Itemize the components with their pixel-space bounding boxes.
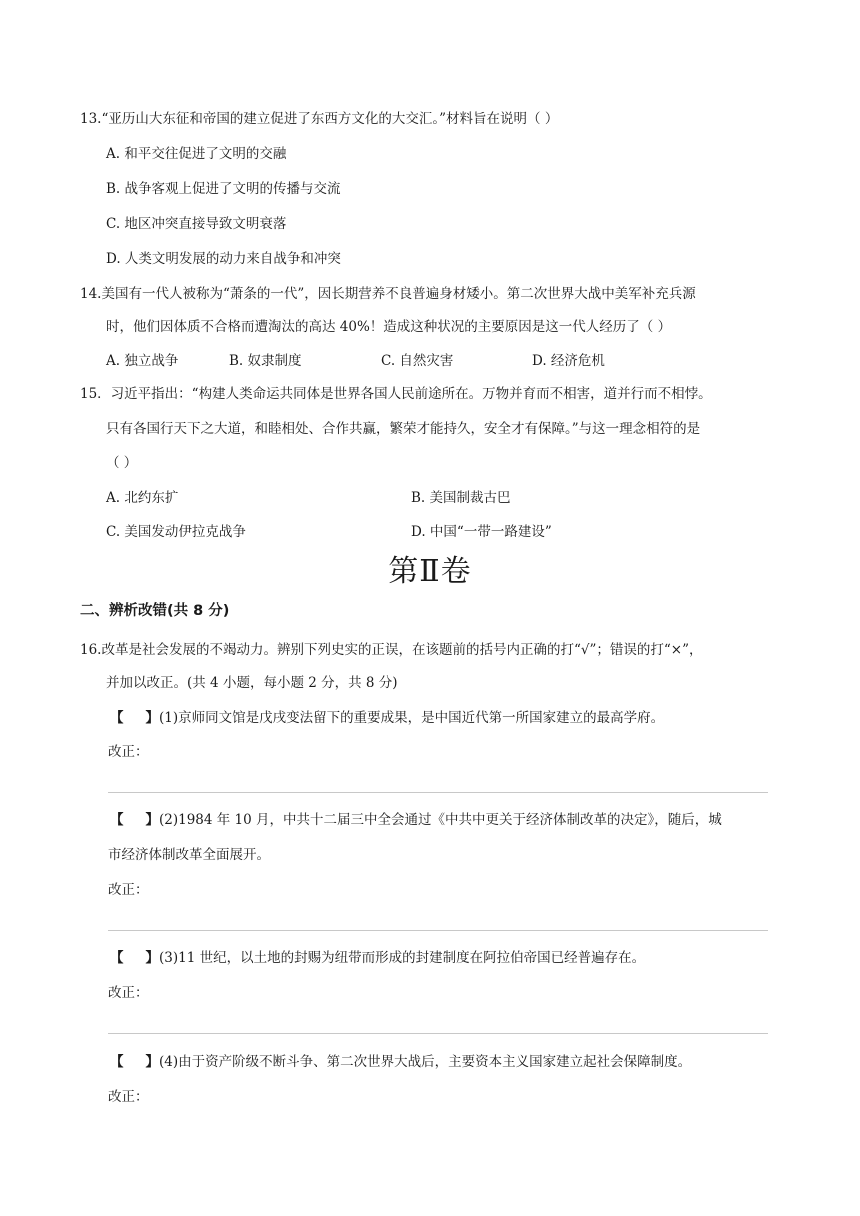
q16-item-2-answer-line[interactable]	[108, 930, 768, 931]
q16-item-4-text: (4)由于资产阶级不断斗争、第二次世界大战后，主要资本主义国家建立起社会保障制度。	[159, 1054, 692, 1070]
q14-stem-line1: 14.美国有一代人被称为“萧条的一代”，因长期营养不良普遍身材矮小。第二次世界大战中美军补充兵源	[80, 286, 696, 302]
q16-item-1-fix-label: 改正：	[108, 744, 149, 760]
answer-bracket-open: 【	[110, 710, 124, 726]
answer-bracket-close: 】	[145, 950, 159, 966]
q16-item-2-text-line1: (2)1984 年 10 月，中共十二届三中全会通过《中共中更关于经济体制改革的决定》，随后，城	[159, 812, 722, 828]
answer-bracket-close: 】	[145, 1054, 159, 1070]
q16-item-3-answer-line[interactable]	[108, 1033, 768, 1034]
q15-stem-line2: 只有各国行天下之大道，和睦相处、合作共赢，繁荣才能持久，安全才有保障。”与这一理念相符的是	[106, 421, 701, 437]
answer-bracket-open: 【	[110, 1054, 124, 1070]
q16-item-4-fix-label: 改正：	[108, 1089, 149, 1105]
q15-stem-line3: （ ）	[106, 455, 138, 471]
q15-option-b: B. 美国制裁古巴	[411, 490, 511, 506]
answer-bracket-open: 【	[110, 950, 124, 966]
q15-option-c: C. 美国发动伊拉克战争	[106, 524, 246, 540]
q16-item-4	[110, 1052, 691, 1072]
q13-option-a: A. 和平交往促进了文明的交融	[106, 146, 287, 162]
q14-option-d: D. 经济危机	[532, 353, 605, 369]
answer-bracket-close: 】	[145, 710, 159, 726]
answer-bracket-close: 】	[145, 812, 159, 828]
q16-item-3	[110, 948, 645, 968]
q13-option-d: D. 人类文明发展的动力来自战争和冲突	[106, 251, 341, 267]
q14-stem-line2: 时，他们因体质不合格而遭淘汰的高达 40%！造成这种状况的主要原因是这一代人经历了（ ）	[106, 319, 672, 335]
q16-item-2-fix-label: 改正：	[108, 882, 149, 898]
q14-option-b: B. 奴隶制度	[229, 353, 302, 369]
q16-item-3-text: (3)11 世纪，以土地的封赐为纽带而形成的封建制度在阿拉伯帝国已经普遍存在。	[159, 950, 646, 966]
q13-stem: 13.“亚历山大东征和帝国的建立促进了东西方文化的大交汇。”材料旨在说明（ ）	[80, 111, 559, 127]
volume-title: 第Ⅱ卷	[388, 554, 472, 589]
section-heading: 二、辨析改错(共 8 分)	[80, 603, 230, 619]
q16-item-1-text: (1)京师同文馆是戊戌变法留下的重要成果，是中国近代第一所国家建立的最高学府。	[159, 710, 665, 726]
q16-item-3-fix-label: 改正：	[108, 985, 149, 1001]
q16-item-2	[110, 810, 722, 830]
answer-bracket-open: 【	[110, 812, 124, 828]
q16-stem-line1: 16.改革是社会发展的不竭动力。辨别下列史实的正误，在该题前的括号内正确的打“√”；错误的打“×”，	[80, 642, 703, 658]
q13-option-b: B. 战争客观上促进了文明的传播与交流	[106, 181, 341, 197]
q14-option-a: A. 独立战争	[106, 353, 179, 369]
q16-item-1-answer-line[interactable]	[108, 792, 768, 793]
q16-item-1	[110, 708, 664, 728]
q13-option-c: C. 地区冲突直接导致文明衰落	[106, 216, 287, 232]
q15-option-d: D. 中国“一带一路建设”	[411, 524, 552, 540]
q16-stem-line2: 并加以改正。(共 4 小题，每小题 2 分，共 8 分)	[106, 675, 398, 691]
q16-item-2-text-line2: 市经济体制改革全面展开。	[108, 847, 270, 863]
q15-stem-line1: 15．习近平指出：“构建人类命运共同体是世界各国人民前途所在。万物并育而不相害，道并行而不相悖。	[80, 386, 712, 402]
q14-option-c: C. 自然灾害	[381, 353, 454, 369]
q15-option-a: A. 北约东扩	[106, 490, 179, 506]
